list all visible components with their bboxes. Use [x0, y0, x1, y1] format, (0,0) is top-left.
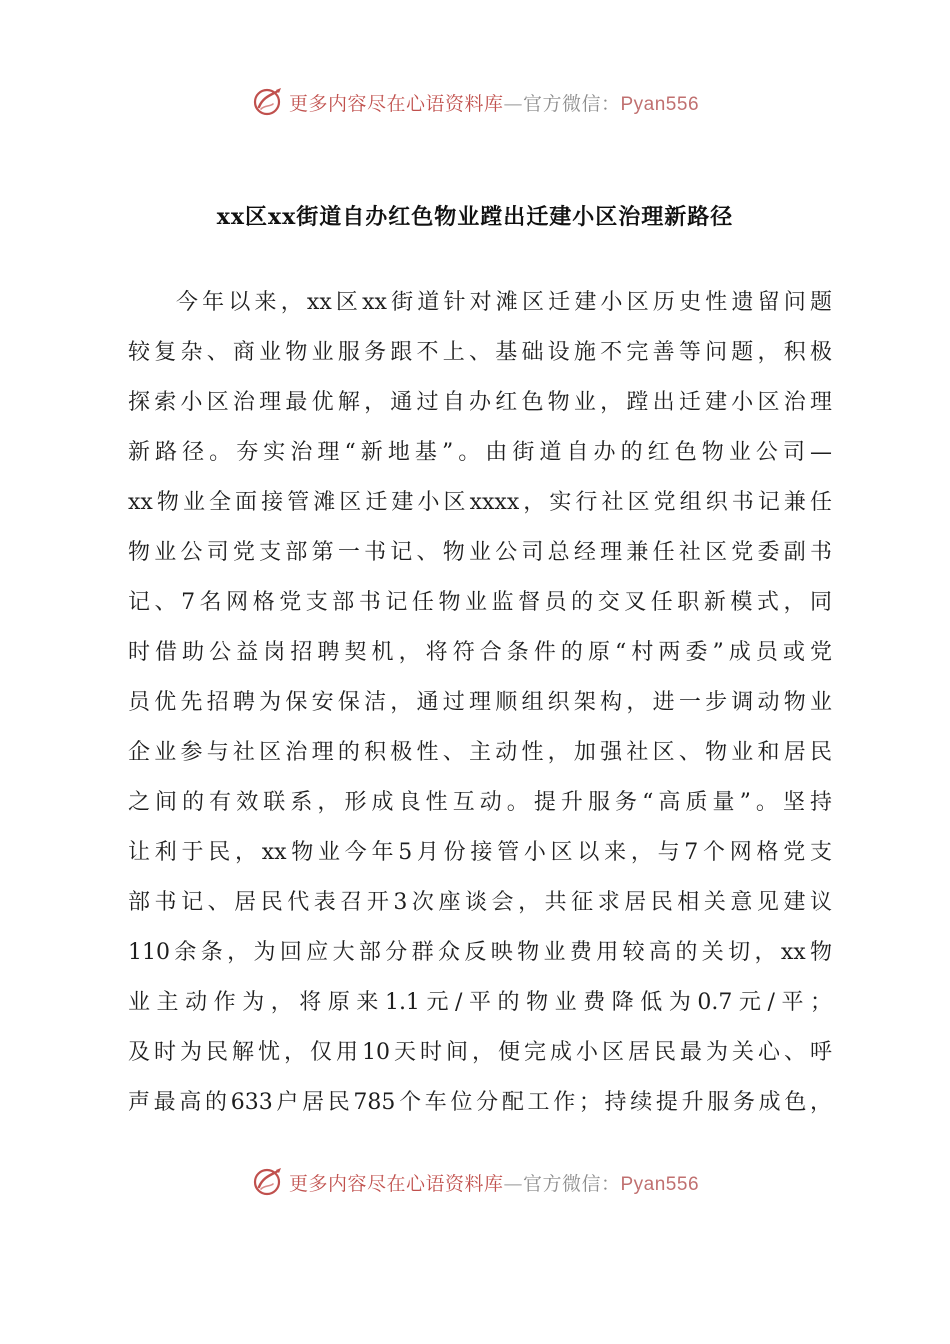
watermark-dash: —: [503, 92, 523, 115]
document-body: [128, 278, 832, 1128]
body-line: 物业公司党支部第一书记、物业公司总经理兼任社区党委副书: [128, 540, 832, 565]
footer-watermark-banner: [0, 1162, 950, 1202]
body-line: 声最高的633户居民785个车位分配工作；持续提升服务成色，: [128, 1090, 832, 1115]
body-line: 业主动作为，将原来1.1元/平的物业费降低为0.7元/平；: [128, 990, 832, 1015]
watermark-text: [289, 89, 699, 116]
pen-swirl-logo-icon: [251, 1165, 285, 1199]
watermark-wechat-id: Pyan556: [620, 1173, 700, 1195]
watermark-wechat-label: 官方微信：: [522, 92, 621, 115]
watermark-wechat-label: 官方微信：: [522, 1172, 621, 1195]
watermark-text: [289, 1169, 699, 1196]
watermark-library-name: 更多内容尽在心语资料库: [288, 1172, 504, 1195]
watermark-wechat-id: Pyan556: [620, 93, 700, 115]
body-line: 记、7名网格党支部书记任物业监督员的交叉任职新模式，同: [128, 590, 832, 615]
header-watermark-banner: [0, 82, 950, 122]
body-line: 110余条，为回应大部分群众反映物业费用较高的关切，xx物: [128, 940, 832, 965]
body-line: 探索小区治理最优解，通过自办红色物业，蹚出迁建小区治理: [128, 390, 832, 415]
body-line: 部书记、居民代表召开3次座谈会，共征求居民相关意见建议: [128, 890, 832, 915]
body-line: xx物业全面接管滩区迁建小区xxxx，实行社区党组织书记兼任: [128, 490, 832, 515]
watermark-dash: —: [503, 1172, 523, 1195]
body-line: 让利于民，xx物业今年5月份接管小区以来，与7个网格党支: [128, 840, 832, 865]
body-line: 时借助公益岗招聘契机，将符合条件的原“村两委”成员或党: [128, 640, 832, 665]
body-line: 员优先招聘为保安保洁，通过理顺组织架构，进一步调动物业: [128, 690, 832, 715]
watermark-library-name: 更多内容尽在心语资料库: [288, 92, 504, 115]
body-line: 企业参与社区治理的积极性、主动性，加强社区、物业和居民: [128, 740, 832, 765]
body-line: 新路径。夯实治理“新地基”。由街道自办的红色物业公司—: [128, 440, 832, 465]
pen-swirl-logo-icon: [251, 85, 285, 119]
body-line: 较复杂、商业物业服务跟不上、基础设施不完善等问题，积极: [128, 340, 832, 365]
body-line: 及时为民解忧，仅用10天时间，便完成小区居民最为关心、呼: [128, 1040, 832, 1065]
document-title: xx区xx街道自办红色物业蹚出迁建小区治理新路径: [216, 204, 734, 230]
body-line: 今年以来，xx区xx街道针对滩区迁建小区历史性遗留问题: [176, 290, 832, 315]
body-line: 之间的有效联系，形成良性互动。提升服务“高质量”。坚持: [128, 790, 832, 815]
